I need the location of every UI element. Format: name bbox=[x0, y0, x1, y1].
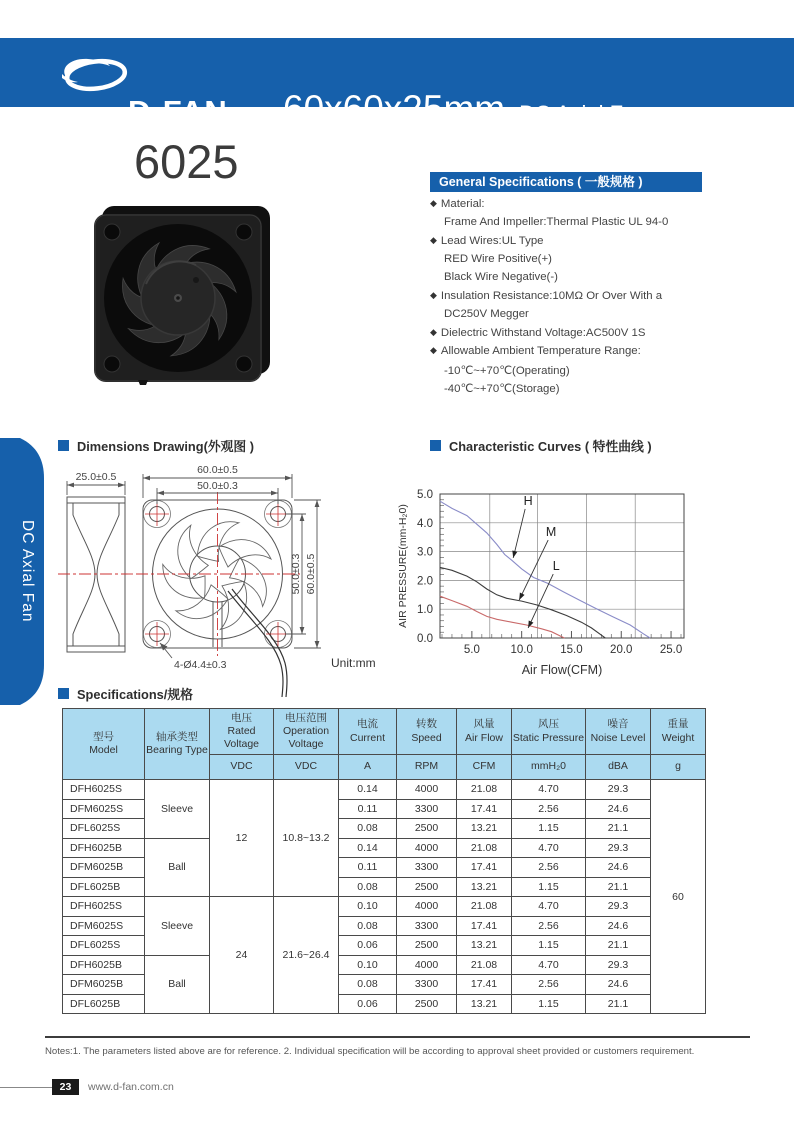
svg-text:AIR PRESSURE(mm-H₂0): AIR PRESSURE(mm-H₂0) bbox=[397, 504, 409, 628]
dim-hole-pitch-v-label: 50.0±0.3 bbox=[290, 553, 302, 595]
table-row: DFL6025S 0.08 2500 13.21 1.15 21.1 bbox=[63, 819, 706, 839]
section-marker-icon bbox=[430, 440, 441, 451]
unit-dba: dBA bbox=[586, 755, 651, 780]
table-row: DFM6025S 0.11 3300 17.41 2.56 24.6 bbox=[63, 799, 706, 819]
table-row: DFM6025B 0.08 3300 17.41 2.56 24.6 bbox=[63, 975, 706, 995]
general-specs-title: General Specifications ( 一般规格 ) bbox=[430, 172, 702, 192]
table-row: DFH6025B Ball 0.14 4000 21.08 4.70 29.3 bbox=[63, 838, 706, 858]
table-row: DFL6025B 0.08 2500 13.21 1.15 21.1 bbox=[63, 877, 706, 897]
svg-text:5.0: 5.0 bbox=[463, 644, 480, 656]
dim-hole-pitch-label: 50.0±0.3 bbox=[197, 480, 238, 492]
svg-text:Air Flow(CFM): Air Flow(CFM) bbox=[521, 663, 603, 677]
col-header-speed: 转数 Speed bbox=[397, 709, 457, 755]
fan-photo bbox=[88, 202, 276, 386]
unit-a: A bbox=[339, 755, 397, 780]
svg-text:20.0: 20.0 bbox=[610, 644, 633, 656]
col-header-rated-voltage: 电压 Rated Voltage bbox=[210, 709, 274, 755]
website-link: www.d-fan.com.cn bbox=[88, 1081, 174, 1093]
spec-line: Frame And Impeller:Thermal Plastic UL 94-0 bbox=[444, 216, 669, 228]
svg-text:M: M bbox=[545, 525, 557, 540]
curves-section-title: Characteristic Curves ( 特性曲线 ) bbox=[430, 436, 652, 455]
diamond-bullet-icon: ◆ bbox=[430, 290, 437, 300]
spec-line: Black Wire Negative(-) bbox=[444, 271, 558, 283]
page-number: 23 bbox=[52, 1079, 79, 1095]
col-header-static-pressure: 风压 Static Pressure bbox=[512, 709, 586, 755]
unit-rpm: RPM bbox=[397, 755, 457, 780]
spec-line: -10℃~+70℃(Operating) bbox=[444, 365, 570, 377]
dimensions-drawing-svg bbox=[50, 455, 400, 710]
svg-text:L: L bbox=[552, 559, 560, 574]
header-bar bbox=[0, 38, 794, 129]
svg-text:2.0: 2.0 bbox=[417, 575, 433, 588]
page-title-subtitle: DC Axial Fan bbox=[519, 101, 648, 126]
brand-name: D-FAN bbox=[128, 94, 228, 129]
unit-g: g bbox=[651, 755, 706, 780]
col-header-airflow: 风量 Air Flow bbox=[457, 709, 512, 755]
table-row: DFM6025B 0.11 3300 17.41 2.56 24.6 bbox=[63, 858, 706, 878]
specifications-table bbox=[62, 708, 706, 1014]
table-row: DFM6025S 0.08 3300 17.41 2.56 24.6 bbox=[63, 916, 706, 936]
footer-line bbox=[0, 1087, 52, 1088]
svg-text:H: H bbox=[523, 493, 533, 508]
dim-outer-height-label: 60.0±0.5 bbox=[305, 553, 317, 595]
svg-text:5.0: 5.0 bbox=[417, 489, 433, 501]
table-row: DFH6025S Sleeve 12 10.8~13.2 0.14 4000 21.08 4.70 29.3 60 bbox=[63, 780, 706, 800]
svg-text:25.0: 25.0 bbox=[659, 644, 683, 656]
svg-text:1.0: 1.0 bbox=[417, 604, 433, 617]
unit-mmh2o: mmH₂0 bbox=[512, 755, 586, 780]
col-header-current: 电流 Current bbox=[339, 709, 397, 755]
spec-line: ◆ Allowable Ambient Temperature Range: bbox=[430, 345, 641, 357]
dim-depth-label: 25.0±0.5 bbox=[75, 471, 117, 483]
col-header-operation-voltage: 电压范围 Operation Voltage bbox=[274, 709, 339, 755]
characteristic-curves-svg bbox=[393, 458, 708, 706]
diamond-bullet-icon: ◆ bbox=[430, 345, 437, 355]
dfan-logo-icon bbox=[58, 54, 130, 94]
col-header-model: 型号 Model bbox=[63, 709, 145, 780]
page-title-size: 60x60x25mm bbox=[283, 88, 506, 129]
dim-holes-label: 4-Ø4.4±0.3 bbox=[174, 659, 227, 671]
spec-line: -40℃~+70℃(Storage) bbox=[444, 383, 560, 395]
svg-text:0.0: 0.0 bbox=[417, 633, 433, 645]
section-marker-icon bbox=[58, 688, 69, 699]
section-marker-icon bbox=[58, 440, 69, 451]
col-header-noise: 噪音 Noise Level bbox=[586, 709, 651, 755]
svg-text:4.0: 4.0 bbox=[417, 517, 433, 530]
product-model-heading: 6025 bbox=[134, 135, 239, 188]
notes-text: Notes:1. The parameters listed above are for reference. 2. Individual specification will be according to approval sheet provided or customers requirement. bbox=[45, 1046, 695, 1057]
unit-vdc: VDC bbox=[210, 755, 274, 780]
svg-text:10.0: 10.0 bbox=[510, 644, 533, 656]
unit-cfm: CFM bbox=[457, 755, 512, 780]
spec-line: ◆ Dielectric Withstand Voltage:AC500V 1S bbox=[430, 327, 646, 339]
dim-unit-label: Unit:mm bbox=[331, 656, 376, 670]
table-row: DFL6025B 0.06 2500 13.21 1.15 21.1 bbox=[63, 994, 706, 1014]
table-row: DFH6025B Ball 0.10 4000 21.08 4.70 29.3 bbox=[63, 955, 706, 975]
spec-line: ◆ Insulation Resistance:10MΩ Or Over With a bbox=[430, 290, 663, 302]
svg-text:15.0: 15.0 bbox=[560, 644, 583, 656]
diamond-bullet-icon: ◆ bbox=[430, 327, 437, 337]
side-tab-label: DC Axial Fan bbox=[19, 520, 36, 623]
table-row: DFH6025S Sleeve 24 21.6~26.4 0.10 4000 21.08 4.70 29.3 bbox=[63, 897, 706, 917]
divider bbox=[45, 1036, 750, 1038]
spec-line: DC250V Megger bbox=[444, 308, 529, 320]
spec-line: ◆ Lead Wires:UL Type bbox=[430, 235, 544, 247]
col-header-bearing: 轴承类型 Bearing Type bbox=[145, 709, 210, 780]
diamond-bullet-icon: ◆ bbox=[430, 198, 437, 208]
diamond-bullet-icon: ◆ bbox=[430, 235, 437, 245]
svg-text:3.0: 3.0 bbox=[417, 546, 433, 559]
spec-line: RED Wire Positive(+) bbox=[444, 253, 552, 265]
dimensions-section-title: Dimensions Drawing(外观图 ) bbox=[58, 436, 254, 455]
unit-vdc: VDC bbox=[274, 755, 339, 780]
specs-section-title: Specifications/规格 bbox=[58, 684, 193, 703]
table-row: DFL6025S 0.06 2500 13.21 1.15 21.1 bbox=[63, 936, 706, 956]
dim-outer-width-label: 60.0±0.5 bbox=[197, 464, 238, 476]
spec-line: ◆ Material: bbox=[430, 198, 485, 210]
col-header-weight: 重量 Weight bbox=[651, 709, 706, 755]
